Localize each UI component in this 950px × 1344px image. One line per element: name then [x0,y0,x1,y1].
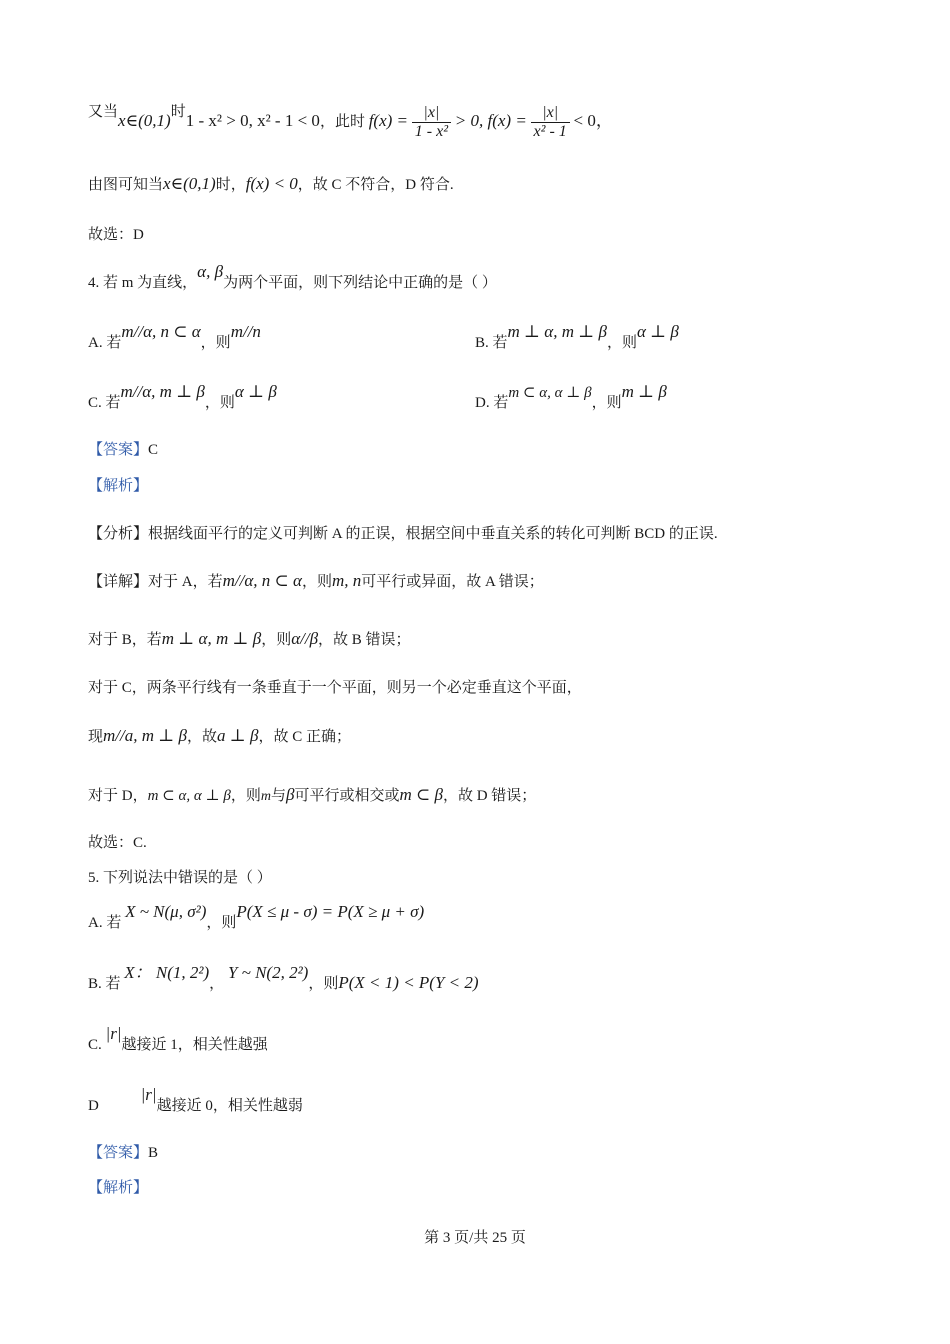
option-label: C. [88,1037,102,1053]
q4-option-d [475,382,667,413]
math: m ⊥ β [621,382,667,401]
math: < 0， [573,110,613,130]
option-label: D. 若 [475,395,509,411]
math: m//α, m ⊥ β [120,382,205,401]
text: 4. 若 m 为直线， [88,275,198,291]
q4-fenxi [88,524,718,544]
math: m [260,789,271,804]
math: m//α, n ⊂ α [222,571,302,590]
q4-option-b [475,322,679,353]
q5-option-d [88,1085,303,1116]
math: m//α, n ⊂ α [121,322,201,341]
math: m ⊥ α, m ⊥ β [507,322,607,341]
q4-detail-4 [88,726,351,747]
text: ，则 [301,574,332,590]
text: 对于 B，若 [88,632,162,648]
fraction-2 [531,104,570,141]
math: m ⊥ α, m ⊥ β [161,629,262,648]
math: α//β [291,629,319,648]
math: P(X ≤ μ - σ) = P(X ≥ μ + σ) [236,902,425,921]
math: X ~ N(μ, σ²) [125,902,207,921]
q4-detail-5 [88,785,536,807]
text: 对于 A，若 [148,574,223,590]
math: 1 - x² > 0, x² - 1 < 0 [185,110,320,130]
text: ，故 B 错误； [318,632,411,648]
answer-tag: 【答案】 [88,442,149,458]
math: |r| [140,1085,157,1104]
text: ，故 C 正确； [258,729,351,745]
math: β [285,785,295,804]
text: 根据线面平行的定义可判断 A 的正误，根据空间中垂直关系的转化可判断 BCD 的正误. [148,526,718,542]
fraction-1 [412,104,451,141]
math: m//a, m ⊥ β [103,726,187,745]
text: ，则 [308,976,339,992]
text: 可平行或相交或 [294,788,400,804]
xiangjie-tag: 【详解】 [88,574,149,590]
fraction-numerator: |x| [412,104,451,123]
text: 由图可知当 [88,177,164,193]
text: 越接近 1，相关性越强 [121,1037,268,1053]
text: ，则 [230,788,261,804]
text: ，则 [606,335,637,351]
math: m//n [230,322,261,341]
math: a ⊥ β [217,726,259,745]
answer-value: B [148,1145,159,1161]
page-footer: 第 3 页/共 25 页 [424,1230,526,1246]
option-label: B. 若 [475,335,508,351]
text: ，则 [261,632,292,648]
math: Y ~ N(2, 2²) [227,963,309,982]
q4-stem [88,262,497,293]
text: 时， [215,177,246,193]
analysis-tag: 【解析】 [88,1180,149,1196]
text: ，则 [204,395,235,411]
option-label: D [88,1098,99,1114]
text-line-3: 故选：D [88,227,144,243]
q4-option-c [88,382,277,413]
option-label: B. 若 [88,976,121,992]
math: X： N(1, 2²) [124,963,210,982]
text: ，故 C 不符合，D 符合. [297,177,454,193]
text: 对于 D， [88,788,148,804]
text: ， [209,976,225,992]
text: ，则 [591,395,622,411]
analysis-tag: 【解析】 [88,478,149,494]
option-label: A. 若 [88,915,122,931]
math: m ⊂ β [399,785,443,804]
math: α ⊥ β [636,322,679,341]
q4-detail-3: 对于 C，两条平行线有一条垂直于一个平面，则另一个必定垂直这个平面， [88,680,582,696]
text: 可平行或异面，故 A 错误； [361,574,544,590]
fraction-numerator: |x| [531,104,570,123]
text: ，故 D 错误； [442,788,537,804]
q5-option-a [88,902,425,933]
math: x∈(0,1) [163,174,216,193]
text: 为两个平面，则下列结论中正确的是（ ） [223,275,497,291]
text: ，则 [206,915,237,931]
math: m ⊂ α, α ⊥ β [508,385,592,401]
text: 又当 [88,103,119,120]
q4-detail-1 [88,571,544,592]
answer-tag: 【答案】 [88,1145,149,1161]
text: 越接近 0，相关性越弱 [156,1098,303,1114]
text: ，故 [186,729,217,745]
math: > 0, f(x) = [454,110,527,130]
math: f(x) < 0 [245,174,298,193]
text: 时 [170,103,186,120]
math: m, n [331,571,362,590]
text: ，则 [200,335,231,351]
math: f(x) = [368,110,409,130]
q4-detail-2 [88,629,411,650]
option-label: C. 若 [88,395,121,411]
text: ，此时 [319,113,365,130]
math: α ⊥ β [234,382,277,401]
option-label: A. 若 [88,335,122,351]
answer-value: C [148,442,159,458]
q5-option-c [88,1024,268,1055]
fenxi-tag: 【分析】 [88,526,149,542]
fraction-denominator: x² - 1 [533,123,567,140]
math: α, β [197,262,224,281]
text: 与 [270,788,286,804]
text-line-1 [88,104,613,141]
fraction-denominator: 1 - x² [414,123,448,140]
q4-final: 故选：C. [88,835,147,851]
text: 现 [88,729,104,745]
q5-stem: 5. 下列说法中错误的是（ ） [88,870,272,886]
q4-answer [88,440,158,460]
q5-option-b [88,963,479,994]
math: m ⊂ α, α ⊥ β [147,788,231,804]
q4-option-a [88,322,261,353]
math: |r| [105,1024,122,1043]
text-line-2 [88,174,454,195]
math: x∈(0,1) [118,110,171,130]
math: P(X < 1) < P(Y < 2) [338,973,479,992]
q5-answer [88,1143,158,1163]
